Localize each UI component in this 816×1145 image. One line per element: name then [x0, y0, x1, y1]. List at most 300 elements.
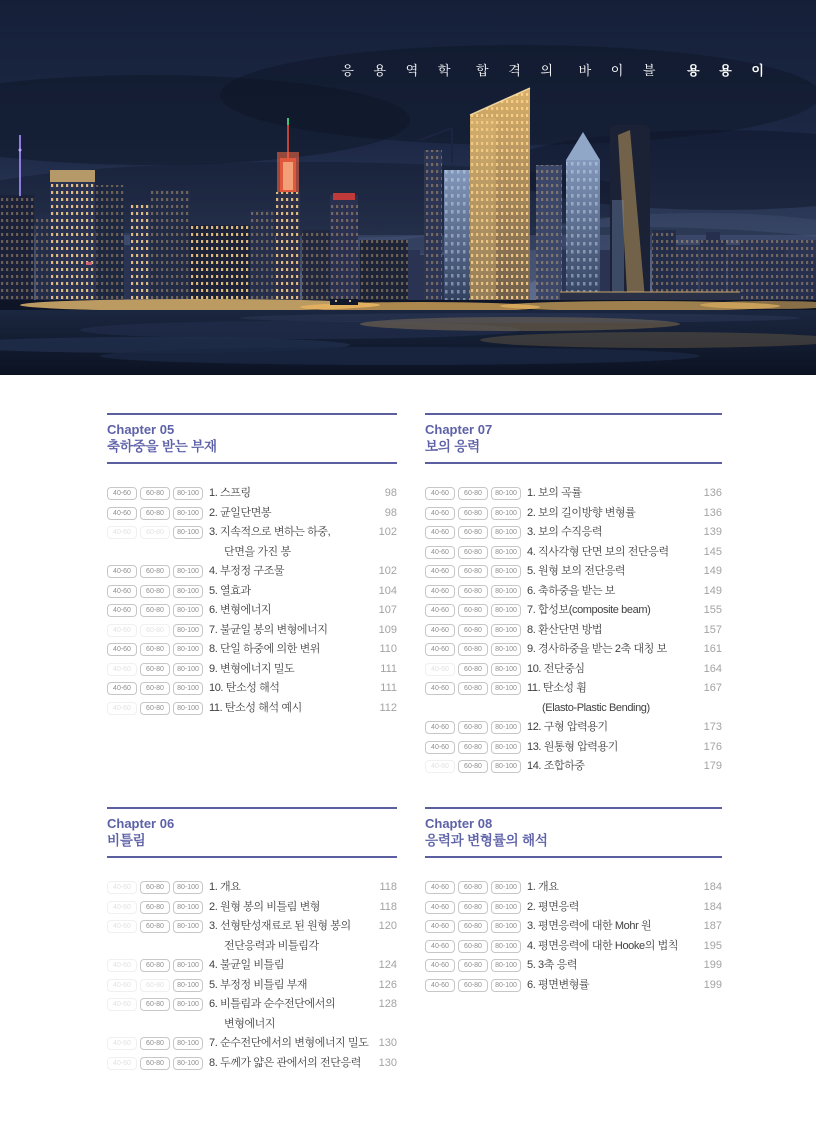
- level-badge: 80-100: [173, 624, 203, 637]
- item-title: 2. 균일단면봉: [209, 506, 272, 519]
- level-badge: 80-100: [173, 920, 203, 933]
- page-number: 130: [378, 1037, 397, 1049]
- level-badge: 40-60: [425, 979, 455, 992]
- toc-item: [425, 898, 722, 918]
- page-number: 102: [378, 565, 397, 577]
- level-badge: 80-100: [173, 643, 203, 656]
- level-badge: 60-80: [458, 920, 488, 933]
- level-badges: [107, 1054, 209, 1070]
- chapter-title: 비틀림: [107, 833, 146, 848]
- section-chapter-07: [425, 413, 722, 777]
- page-number: 128: [378, 998, 397, 1010]
- item-title: 10. 탄소성 해석: [209, 682, 280, 694]
- level-badge: 40-60: [425, 920, 455, 933]
- level-badge: 40-60: [107, 507, 137, 520]
- page-number: 126: [378, 978, 397, 991]
- item-title: 3. 보의 수직응력: [527, 526, 603, 538]
- toc-item: [107, 878, 397, 898]
- level-badge: 80-100: [491, 760, 521, 773]
- toc-item: [107, 898, 397, 918]
- page-number: 179: [703, 760, 722, 772]
- level-badge: 80-100: [491, 979, 521, 992]
- level-badge: 60-80: [458, 979, 488, 992]
- page-number: 195: [703, 939, 722, 952]
- level-badge: 60-80: [140, 565, 170, 578]
- level-badge: 60-80: [140, 604, 170, 617]
- level-badge: 60-80: [140, 624, 170, 637]
- level-badges: [425, 917, 527, 933]
- toc-item: [425, 640, 722, 660]
- toc-item: [107, 1034, 397, 1054]
- level-badge: 60-80: [140, 1037, 170, 1050]
- toc-item: [107, 976, 397, 996]
- level-badge: 60-80: [458, 585, 488, 598]
- toc-item: [107, 995, 397, 1034]
- level-badge: 40-60: [425, 565, 455, 578]
- level-badges: [425, 898, 527, 914]
- level-badge: 80-100: [173, 507, 203, 520]
- level-badges: [107, 956, 209, 972]
- level-badges: [107, 504, 209, 520]
- section-chapter-08: [425, 807, 722, 995]
- level-badge: 80-100: [491, 546, 521, 559]
- level-badge: 40-60: [425, 604, 455, 617]
- level-badge: 80-100: [491, 565, 521, 578]
- level-badges: [107, 582, 209, 598]
- toc-item: [425, 484, 722, 504]
- level-badge: 80-100: [173, 663, 203, 676]
- level-badge: 80-100: [491, 585, 521, 598]
- level-badges: [425, 937, 527, 953]
- item-title: 1. 개요: [209, 881, 241, 893]
- section-chapter-05: [107, 413, 397, 718]
- level-badges: [425, 543, 527, 559]
- item-list: [425, 484, 722, 777]
- item-title: 3. 지속적으로 변하는 하중, 단면을 가진 봉: [209, 526, 331, 558]
- toc-item: [425, 621, 722, 641]
- level-badge: 60-80: [458, 663, 488, 676]
- level-badges: [107, 523, 209, 539]
- level-badge: 80-100: [491, 721, 521, 734]
- page-number: 118: [379, 900, 397, 913]
- rule-bottom: [425, 462, 722, 464]
- level-badge: 40-60: [425, 663, 455, 676]
- chapter-title: 축하중을 받는 부재: [107, 439, 217, 454]
- page-number: 112: [379, 701, 397, 714]
- level-badge: 40-60: [107, 526, 137, 539]
- level-badge: 80-100: [491, 624, 521, 637]
- hero-tagline: [327, 60, 772, 79]
- page-number: 124: [378, 959, 397, 971]
- page-number: 155: [703, 604, 722, 616]
- level-badge: 40-60: [425, 487, 455, 500]
- level-badges: [425, 582, 527, 598]
- level-badge: 40-60: [425, 721, 455, 734]
- level-badge: 80-100: [173, 998, 203, 1011]
- item-title: 6. 변형에너지: [209, 604, 272, 616]
- level-badges: [107, 562, 209, 578]
- level-badge: 40-60: [107, 487, 137, 500]
- item-title: 7. 순수전단에서의 변형에너지 밀도: [209, 1037, 369, 1049]
- level-badge: 60-80: [458, 643, 488, 656]
- tagline-word: 응 용 역 학: [341, 63, 459, 78]
- level-badge: 60-80: [140, 901, 170, 914]
- toc-item: [107, 679, 397, 699]
- toc-item: [107, 484, 397, 504]
- toc-item: [107, 1054, 397, 1074]
- level-badge: 60-80: [458, 507, 488, 520]
- level-badges: [107, 621, 209, 637]
- page-number: 130: [378, 1056, 397, 1069]
- item-title: 3. 평면응력에 대한 Mohr 원: [527, 920, 652, 932]
- level-badge: 80-100: [173, 565, 203, 578]
- level-badges: [107, 917, 209, 933]
- item-title: 5. 3축 응력: [527, 959, 578, 971]
- toc-item: [107, 504, 397, 524]
- toc-item: [425, 660, 722, 680]
- item-title: 8. 단일 하중에 의한 변위: [209, 643, 321, 655]
- level-badges: [107, 699, 209, 715]
- item-title: 14. 조합하중: [527, 760, 585, 772]
- page-number: 136: [703, 506, 722, 519]
- level-badge: 40-60: [425, 585, 455, 598]
- toc-item: [425, 937, 722, 957]
- toc-item: [107, 699, 397, 719]
- item-title: 1. 스프링: [209, 487, 251, 499]
- page-number: 161: [703, 643, 722, 655]
- page-number: 111: [380, 682, 397, 694]
- chapter-label: Chapter 08: [425, 816, 493, 831]
- section-header: [107, 809, 397, 856]
- toc-item: [107, 523, 397, 562]
- item-title: 4. 불균일 비틀림: [209, 959, 285, 971]
- level-badges: [107, 660, 209, 676]
- level-badge: 40-60: [107, 901, 137, 914]
- level-badges: [425, 976, 527, 992]
- level-badge: 60-80: [458, 940, 488, 953]
- toc-item: [107, 621, 397, 641]
- level-badge: 80-100: [491, 682, 521, 695]
- level-badges: [107, 484, 209, 500]
- level-badge: 80-100: [491, 940, 521, 953]
- page-number: 173: [703, 721, 722, 733]
- item-title: 11. 탄소성 휨 (Elasto-Plastic Bending): [527, 682, 650, 714]
- level-badges: [107, 601, 209, 617]
- level-badges: [425, 738, 527, 754]
- level-badge: 40-60: [425, 507, 455, 520]
- chapter-label: Chapter 05: [107, 422, 175, 437]
- level-badge: 60-80: [458, 604, 488, 617]
- toc-item: [425, 757, 722, 777]
- level-badge: 60-80: [140, 920, 170, 933]
- item-list: [107, 878, 397, 1073]
- toc-item: [107, 562, 397, 582]
- level-badge: 60-80: [140, 663, 170, 676]
- page-number: 149: [703, 584, 722, 597]
- level-badge: 40-60: [425, 741, 455, 754]
- level-badge: 40-60: [107, 682, 137, 695]
- level-badge: 40-60: [425, 624, 455, 637]
- level-badge: 80-100: [173, 959, 203, 972]
- level-badge: 40-60: [425, 526, 455, 539]
- level-badges: [425, 621, 527, 637]
- level-badge: 40-60: [107, 585, 137, 598]
- level-badges: [425, 660, 527, 676]
- level-badge: 40-60: [107, 959, 137, 972]
- level-badge: 40-60: [107, 1057, 137, 1070]
- level-badges: [425, 956, 527, 972]
- level-badge: 80-100: [491, 487, 521, 500]
- level-badge: 40-60: [107, 998, 137, 1011]
- item-title: 5. 부정정 비틀림 부재: [209, 978, 308, 991]
- level-badge: 40-60: [425, 901, 455, 914]
- level-badges: [107, 898, 209, 914]
- rule-bottom: [107, 856, 397, 858]
- level-badge: 40-60: [107, 643, 137, 656]
- level-badge: 40-60: [107, 920, 137, 933]
- item-title: 11. 탄소성 해석 예시: [209, 701, 302, 714]
- item-title: 8. 두께가 얇은 관에서의 전단응력: [209, 1056, 361, 1069]
- toc-item: [425, 956, 722, 976]
- level-badges: [107, 679, 209, 695]
- level-badge: 60-80: [458, 565, 488, 578]
- level-badges: [425, 523, 527, 539]
- item-title: 7. 합성보(composite beam): [527, 604, 651, 616]
- level-badge: 60-80: [140, 585, 170, 598]
- section-chapter-06: [107, 807, 397, 1073]
- level-badges: [425, 640, 527, 656]
- level-badge: 60-80: [140, 507, 170, 520]
- level-badge: 80-100: [491, 604, 521, 617]
- item-title: 4. 부정정 구조물: [209, 565, 285, 577]
- level-badge: 60-80: [140, 979, 170, 992]
- level-badge: 80-100: [173, 1057, 203, 1070]
- item-title: 1. 개요: [527, 881, 559, 893]
- level-badge: 60-80: [458, 741, 488, 754]
- item-title: 10. 전단중심: [527, 662, 585, 675]
- level-badge: 80-100: [491, 881, 521, 894]
- toc-item: [425, 917, 722, 937]
- page-number: 110: [379, 643, 397, 655]
- page-number: 176: [703, 740, 722, 753]
- level-badges: [107, 995, 209, 1011]
- level-badge: 40-60: [107, 663, 137, 676]
- level-badge: 40-60: [107, 979, 137, 992]
- level-badge: 80-100: [173, 487, 203, 500]
- level-badge: 80-100: [173, 682, 203, 695]
- level-badge: 80-100: [491, 526, 521, 539]
- toc-item: [425, 504, 722, 524]
- level-badges: [425, 484, 527, 500]
- item-title: 5. 열효과: [209, 584, 251, 597]
- toc-item: [425, 976, 722, 996]
- item-title: 6. 축하중을 받는 보: [527, 584, 615, 597]
- item-list: [425, 878, 722, 995]
- chapter-title: 보의 응력: [425, 439, 480, 454]
- item-title: 8. 환산단면 방법: [527, 623, 603, 636]
- item-title: 13. 원통형 압력용기: [527, 740, 618, 753]
- level-badge: 60-80: [458, 487, 488, 500]
- level-badge: 60-80: [458, 881, 488, 894]
- level-badge: 40-60: [425, 959, 455, 972]
- item-title: 2. 원형 봉의 비틀림 변형: [209, 900, 321, 913]
- level-badge: 60-80: [140, 702, 170, 715]
- tagline-word: 바 이 블: [578, 63, 664, 78]
- level-badge: 80-100: [173, 979, 203, 992]
- toc-item: [425, 738, 722, 758]
- level-badge: 40-60: [425, 760, 455, 773]
- rule-bottom: [425, 856, 722, 858]
- toc-item: [425, 523, 722, 543]
- level-badge: 80-100: [173, 604, 203, 617]
- level-badge: 60-80: [140, 1057, 170, 1070]
- item-title: 3. 선형탄성재료로 된 원형 봉의 전단응력과 비틀림각: [209, 920, 351, 952]
- level-badge: 40-60: [107, 604, 137, 617]
- item-title: 1. 보의 곡률: [527, 487, 582, 499]
- level-badges: [425, 601, 527, 617]
- page-number: 109: [378, 623, 397, 636]
- toc-item: [425, 679, 722, 718]
- level-badge: 80-100: [173, 881, 203, 894]
- level-badges: [425, 562, 527, 578]
- toc-item: [425, 718, 722, 738]
- toc-item: [425, 878, 722, 898]
- page-number: 136: [703, 487, 722, 499]
- hero-image: [0, 0, 816, 375]
- item-title: 2. 평면응력: [527, 900, 579, 913]
- level-badge: 80-100: [491, 920, 521, 933]
- item-title: 9. 경사하중을 받는 2축 대칭 보: [527, 643, 667, 655]
- toc-item: [107, 917, 397, 956]
- section-header: [425, 415, 722, 462]
- level-badge: 80-100: [173, 901, 203, 914]
- level-badge: 60-80: [140, 487, 170, 500]
- toc-item: [425, 562, 722, 582]
- page-number: 199: [703, 959, 722, 971]
- item-title: 4. 직사각형 단면 보의 전단응력: [527, 545, 669, 558]
- page-number: 139: [703, 526, 722, 538]
- level-badge: 80-100: [173, 702, 203, 715]
- item-title: 6. 비틀림과 순수전단에서의 변형에너지: [209, 998, 336, 1030]
- page-number: 102: [378, 526, 397, 538]
- skyline-illustration: [0, 0, 816, 375]
- level-badge: 60-80: [140, 526, 170, 539]
- item-title: 5. 원형 보의 전단응력: [527, 565, 626, 577]
- level-badge: 60-80: [140, 959, 170, 972]
- page-number: 149: [703, 565, 722, 577]
- level-badge: 60-80: [140, 998, 170, 1011]
- level-badge: 60-80: [458, 682, 488, 695]
- level-badge: 60-80: [458, 901, 488, 914]
- toc-item: [107, 640, 397, 660]
- level-badge: 80-100: [491, 959, 521, 972]
- item-title: 9. 변형에너지 밀도: [209, 662, 295, 675]
- page-number: 118: [379, 881, 397, 893]
- toc-item: [107, 582, 397, 602]
- level-badge: 80-100: [491, 507, 521, 520]
- level-badge: 40-60: [107, 624, 137, 637]
- level-badge: 60-80: [140, 682, 170, 695]
- page-number: 157: [703, 623, 722, 636]
- page-number: 104: [378, 584, 397, 597]
- item-list: [107, 484, 397, 718]
- page-number: 184: [703, 900, 722, 913]
- toc-item: [107, 660, 397, 680]
- level-badge: 40-60: [107, 702, 137, 715]
- level-badges: [425, 757, 527, 773]
- level-badge: 40-60: [425, 546, 455, 559]
- item-title: 12. 구형 압력용기: [527, 721, 608, 733]
- level-badges: [107, 976, 209, 992]
- page-number: 98: [384, 487, 397, 499]
- level-badge: 40-60: [107, 881, 137, 894]
- level-badge: 60-80: [140, 881, 170, 894]
- level-badge: 40-60: [425, 940, 455, 953]
- toc-item: [107, 601, 397, 621]
- level-badges: [107, 878, 209, 894]
- chapter-title: 응력과 변형률의 해석: [425, 833, 548, 848]
- level-badge: 60-80: [140, 643, 170, 656]
- level-badge: 40-60: [425, 881, 455, 894]
- level-badge: 60-80: [458, 760, 488, 773]
- item-title: 4. 평면응력에 대한 Hooke의 법칙: [527, 939, 679, 952]
- level-badge: 80-100: [173, 1037, 203, 1050]
- level-badge: 80-100: [173, 585, 203, 598]
- level-badge: 80-100: [491, 741, 521, 754]
- level-badge: 60-80: [458, 959, 488, 972]
- level-badge: 60-80: [458, 526, 488, 539]
- item-title: 7. 불균일 봉의 변형에너지: [209, 623, 328, 636]
- chapter-label: Chapter 07: [425, 422, 493, 437]
- level-badge: 40-60: [425, 643, 455, 656]
- page-number: 107: [378, 604, 397, 616]
- section-header: [107, 415, 397, 462]
- page-number: 111: [380, 662, 397, 675]
- toc-item: [107, 956, 397, 976]
- tagline-word: 합 격 의: [476, 63, 561, 78]
- level-badges: [425, 878, 527, 894]
- tagline-brand: 용 용 이: [687, 63, 772, 78]
- page-number: 145: [703, 545, 722, 558]
- level-badge: 80-100: [491, 663, 521, 676]
- toc-item: [425, 543, 722, 563]
- level-badges: [425, 679, 527, 695]
- level-badges: [107, 640, 209, 656]
- level-badge: 80-100: [491, 643, 521, 656]
- level-badges: [425, 504, 527, 520]
- page-number: 187: [703, 920, 722, 932]
- level-badge: 80-100: [491, 901, 521, 914]
- rule-bottom: [107, 462, 397, 464]
- level-badge: 40-60: [107, 1037, 137, 1050]
- page-number: 167: [703, 682, 722, 694]
- toc-item: [425, 582, 722, 602]
- page-number: 120: [378, 920, 397, 932]
- level-badge: 80-100: [173, 526, 203, 539]
- item-title: 2. 보의 길이방향 변형률: [527, 506, 636, 519]
- page-number: 184: [703, 881, 722, 893]
- page-number: 98: [384, 506, 397, 519]
- level-badge: 60-80: [458, 721, 488, 734]
- level-badge: 60-80: [458, 546, 488, 559]
- level-badges: [107, 1034, 209, 1050]
- item-title: 6. 평면변형률: [527, 978, 590, 991]
- chapter-label: Chapter 06: [107, 816, 175, 831]
- level-badge: 40-60: [425, 682, 455, 695]
- level-badge: 60-80: [458, 624, 488, 637]
- page-number: 164: [703, 662, 722, 675]
- level-badges: [425, 718, 527, 734]
